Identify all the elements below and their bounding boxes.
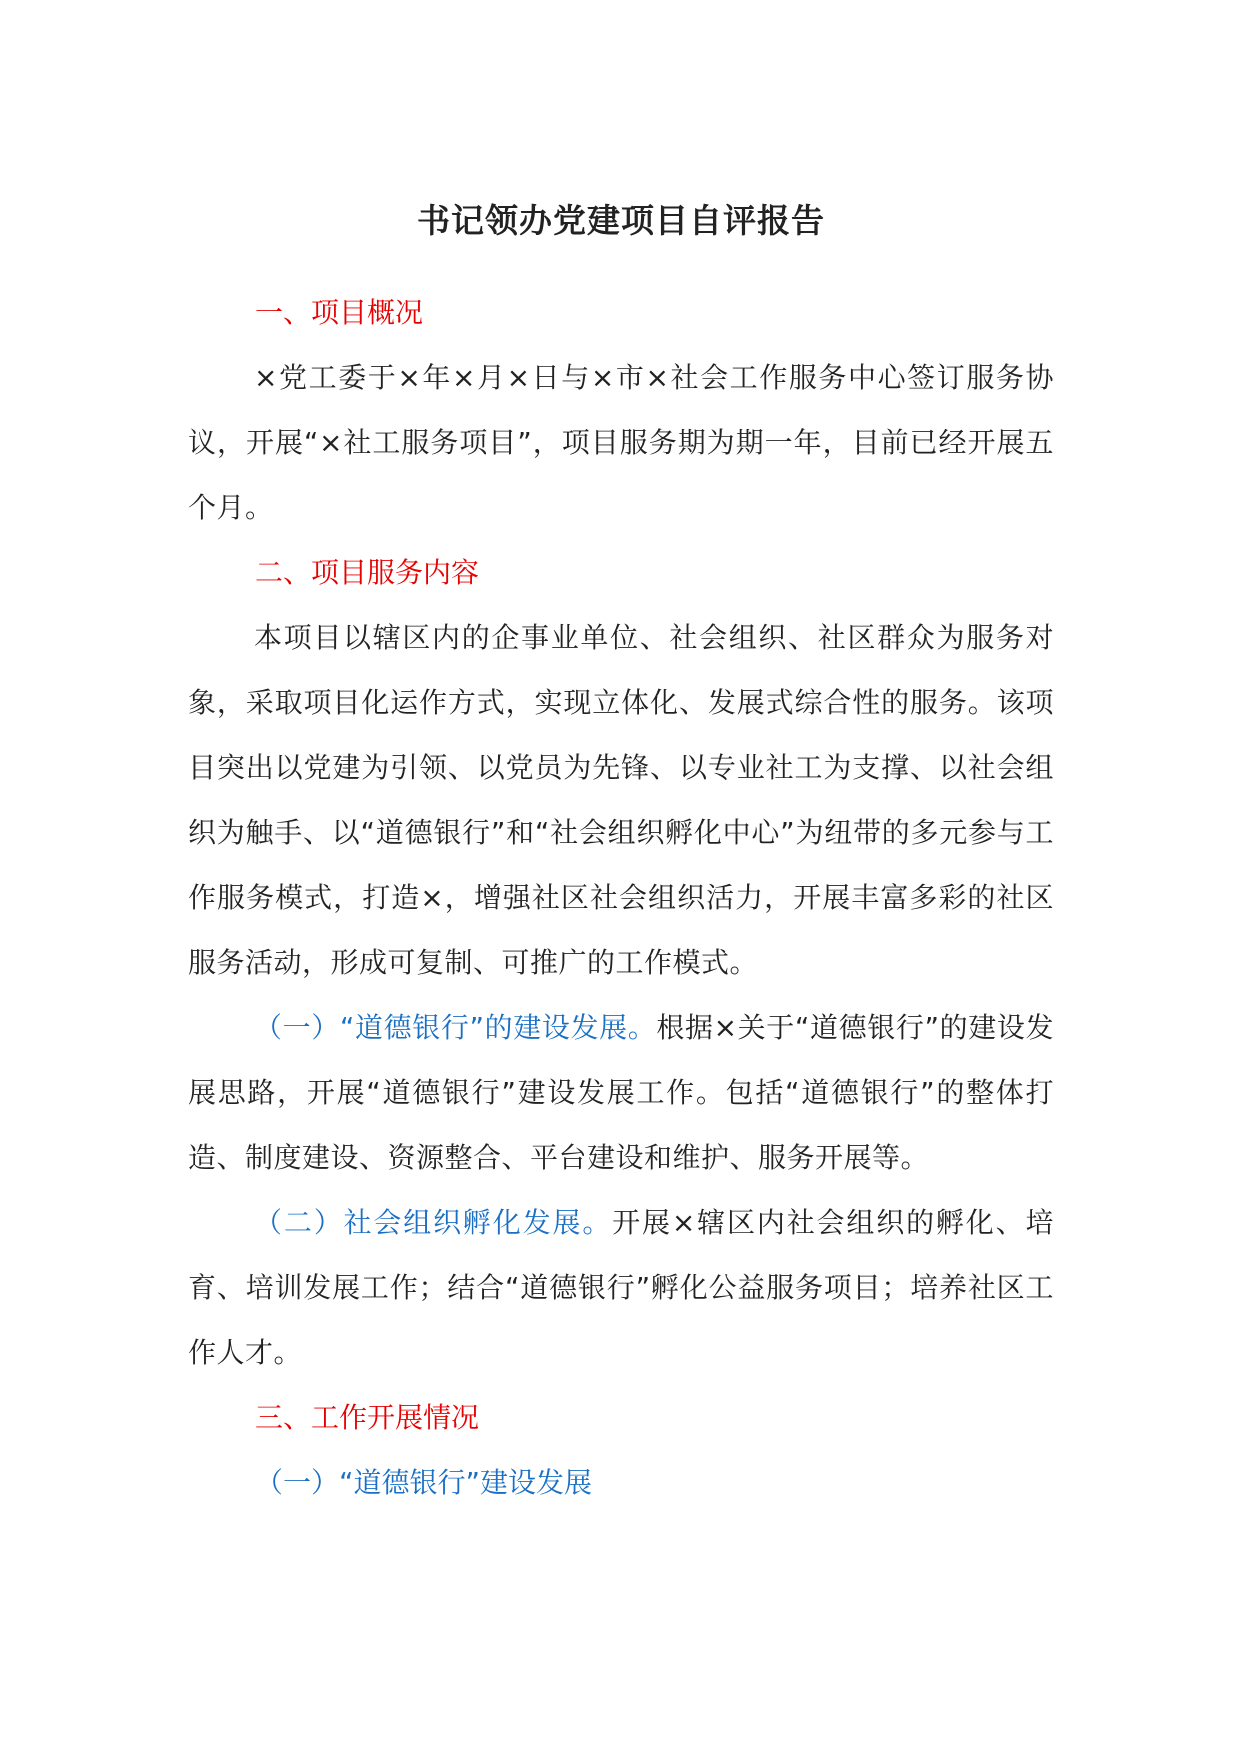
subheading-moral-bank-construction: （一）“道德银行”建设发展 <box>255 1466 593 1499</box>
section-heading-service-content: 二、项目服务内容 <box>255 556 480 589</box>
subheading-moral-bank: （一）“道德银行”的建设发展。 <box>254 1011 657 1044</box>
document-title: 书记领办党建项目自评报告 <box>417 201 825 240</box>
moral-bank-text: 根据×关于“道德银行”的建设发展思路，开展“道德银行”建设发展工作。包括“道德银行”的整体打造、制度建设、资源整合、平台建设和维护、服务开展等。 <box>188 1011 1054 1174</box>
document-page <box>188 196 1054 1515</box>
section-heading-overview: 一、项目概况 <box>255 296 424 329</box>
paragraph-service-content: 本项目以辖区内的企事业单位、社会组织、社区群众为服务对象，采取项目化运作方式，实现立体化、发展式综合性的服务。该项目突出以党建为引领、以党员为先锋、以专业社工为支撑、以社会组织为触手、以“道德银行”和“社会组织孵化中心”为纽带的多元参与工作服务模式，打造×，增强社区社会组织活力，开展丰富多彩的社区服务活动，形成可复制、可推广的工作模式。 <box>188 621 1054 979</box>
paragraph-incubation <box>188 1190 1054 1385</box>
paragraph-moral-bank <box>188 995 1054 1190</box>
subheading-incubation: （二）社会组织孵化发展。 <box>254 1206 613 1239</box>
incubation-text: 开展×辖区内社会组织的孵化、培育、培训发展工作；结合“道德银行”孵化公益服务项目；培养社区工作人才。 <box>188 1206 1054 1369</box>
paragraph-overview: ×党工委于×年×月×日与×市×社会工作服务中心签订服务协议，开展“×社工服务项目”，项目服务期为期一年，目前已经开展五个月。 <box>188 361 1054 524</box>
section-heading-work-progress: 三、工作开展情况 <box>255 1401 480 1434</box>
